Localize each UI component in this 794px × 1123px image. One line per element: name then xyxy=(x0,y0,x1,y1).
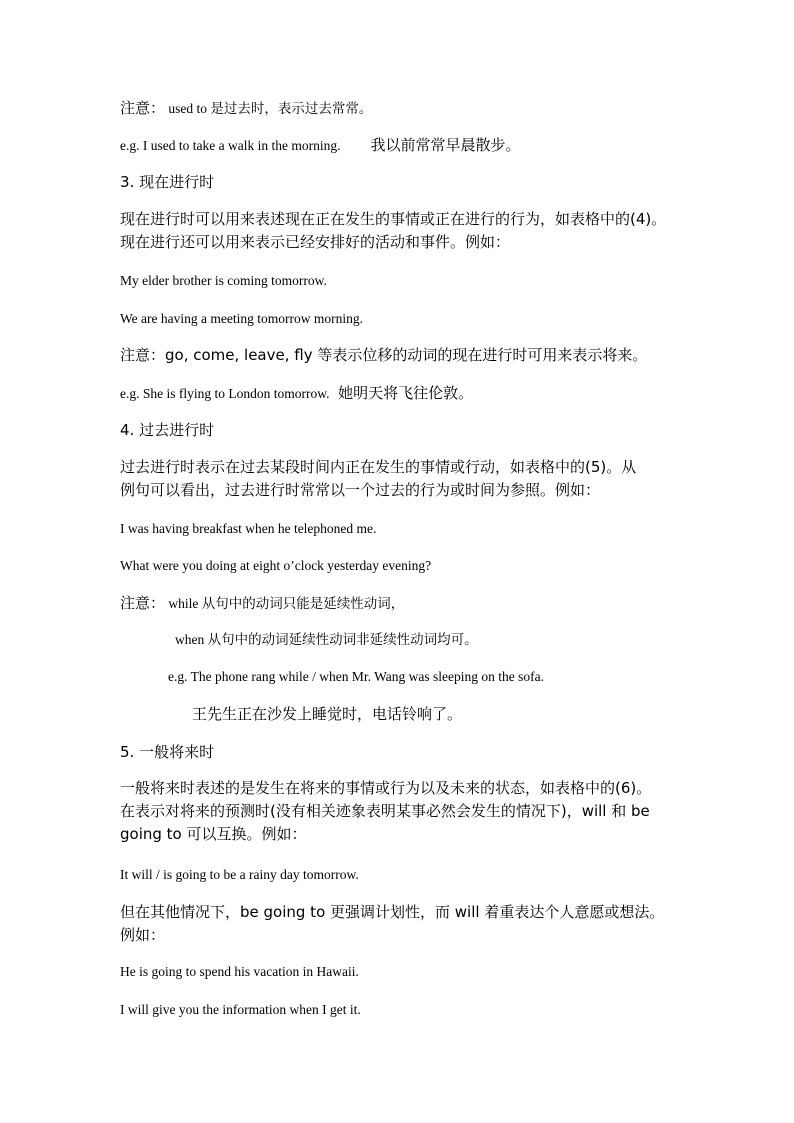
paragraph-present-continuous xyxy=(120,208,680,254)
paragraph-line: going to 可以互换。例如： xyxy=(120,825,307,843)
note-while xyxy=(120,592,404,615)
paragraph-line: 例如： xyxy=(120,926,166,944)
heading-present-continuous: 3. 现在进行时 xyxy=(120,173,215,191)
example-chinese: 她明天将飞往伦敦。 xyxy=(338,384,474,402)
paragraph-be-going-to xyxy=(120,901,680,947)
paragraph-past-continuous xyxy=(120,456,680,502)
example-flying xyxy=(120,382,473,405)
paragraph-line: 现在进行还可以用来表示已经安排好的活动和事件。例如： xyxy=(120,233,511,251)
paragraph-line: 但在其他情况下，be going to 更强调计划性，而 will 着重表达个人意愿或想法。 xyxy=(120,903,665,921)
example-sentence: We are having a meeting tomorrow morning. xyxy=(120,311,363,326)
example-sentence: I was having breakfast when he telephoned me. xyxy=(120,521,377,536)
heading-past-continuous: 4. 过去进行时 xyxy=(120,421,215,439)
example-phone-rang: e.g. The phone rang while / when Mr. Wang was sleeping on the sofa. xyxy=(168,669,544,684)
paragraph-simple-future xyxy=(120,777,680,846)
example-english: e.g. She is flying to London tomorrow. xyxy=(120,386,330,401)
note-when xyxy=(175,629,478,651)
note-used-to xyxy=(120,97,372,120)
note-text: while 从句中的动词只能是延续性动词， xyxy=(165,596,405,611)
example-sentence: I will give you the information when I get it. xyxy=(120,1002,361,1017)
paragraph-line: 一般将来时表述的是发生在将来的事情或行为以及未来的状态，如表格中的(6)。 xyxy=(120,779,652,797)
heading-simple-future: 5. 一般将来时 xyxy=(120,743,215,761)
example-sentence: He is going to spend his vacation in Hawaii. xyxy=(120,964,359,979)
example-translation: 王先生正在沙发上睡觉时，电话铃响了。 xyxy=(192,705,463,723)
note-motion-verbs: 注意：go, come, leave, fly 等表示位移的动词的现在进行时可用来表示将来。 xyxy=(120,346,648,364)
note-text: when 从句中的动词延续性动词非延续性动词均可。 xyxy=(175,632,478,647)
example-sentence: It will / is going to be a rainy day tomorrow. xyxy=(120,867,359,882)
note-text: used to 是过去时，表示过去常常。 xyxy=(165,101,373,116)
paragraph-line: 过去进行时表示在过去某段时间内正在发生的事情或行动，如表格中的(5)。从 xyxy=(120,458,637,476)
paragraph-line: 例句可以看出，过去进行时常常以一个过去的行为或时间为参照。例如： xyxy=(120,481,601,499)
paragraph-line: 现在进行时可以用来表述现在正在发生的事情或正在进行的行为，如表格中的(4)。 xyxy=(120,210,667,228)
note-label: 注意： xyxy=(120,594,166,612)
example-sentence: My elder brother is coming tomorrow. xyxy=(120,273,327,288)
example-sentence: What were you doing at eight o’clock yesterday evening? xyxy=(120,558,432,573)
note-label: 注意： xyxy=(120,99,166,117)
example-english: e.g. I used to take a walk in the morning. xyxy=(120,138,341,153)
example-used-to xyxy=(120,134,520,157)
example-chinese: 我以前常常早晨散步。 xyxy=(370,136,521,154)
paragraph-line: 在表示对将来的预测时(没有相关迹象表明某事必然会发生的情况下)，will 和 be xyxy=(120,802,650,820)
